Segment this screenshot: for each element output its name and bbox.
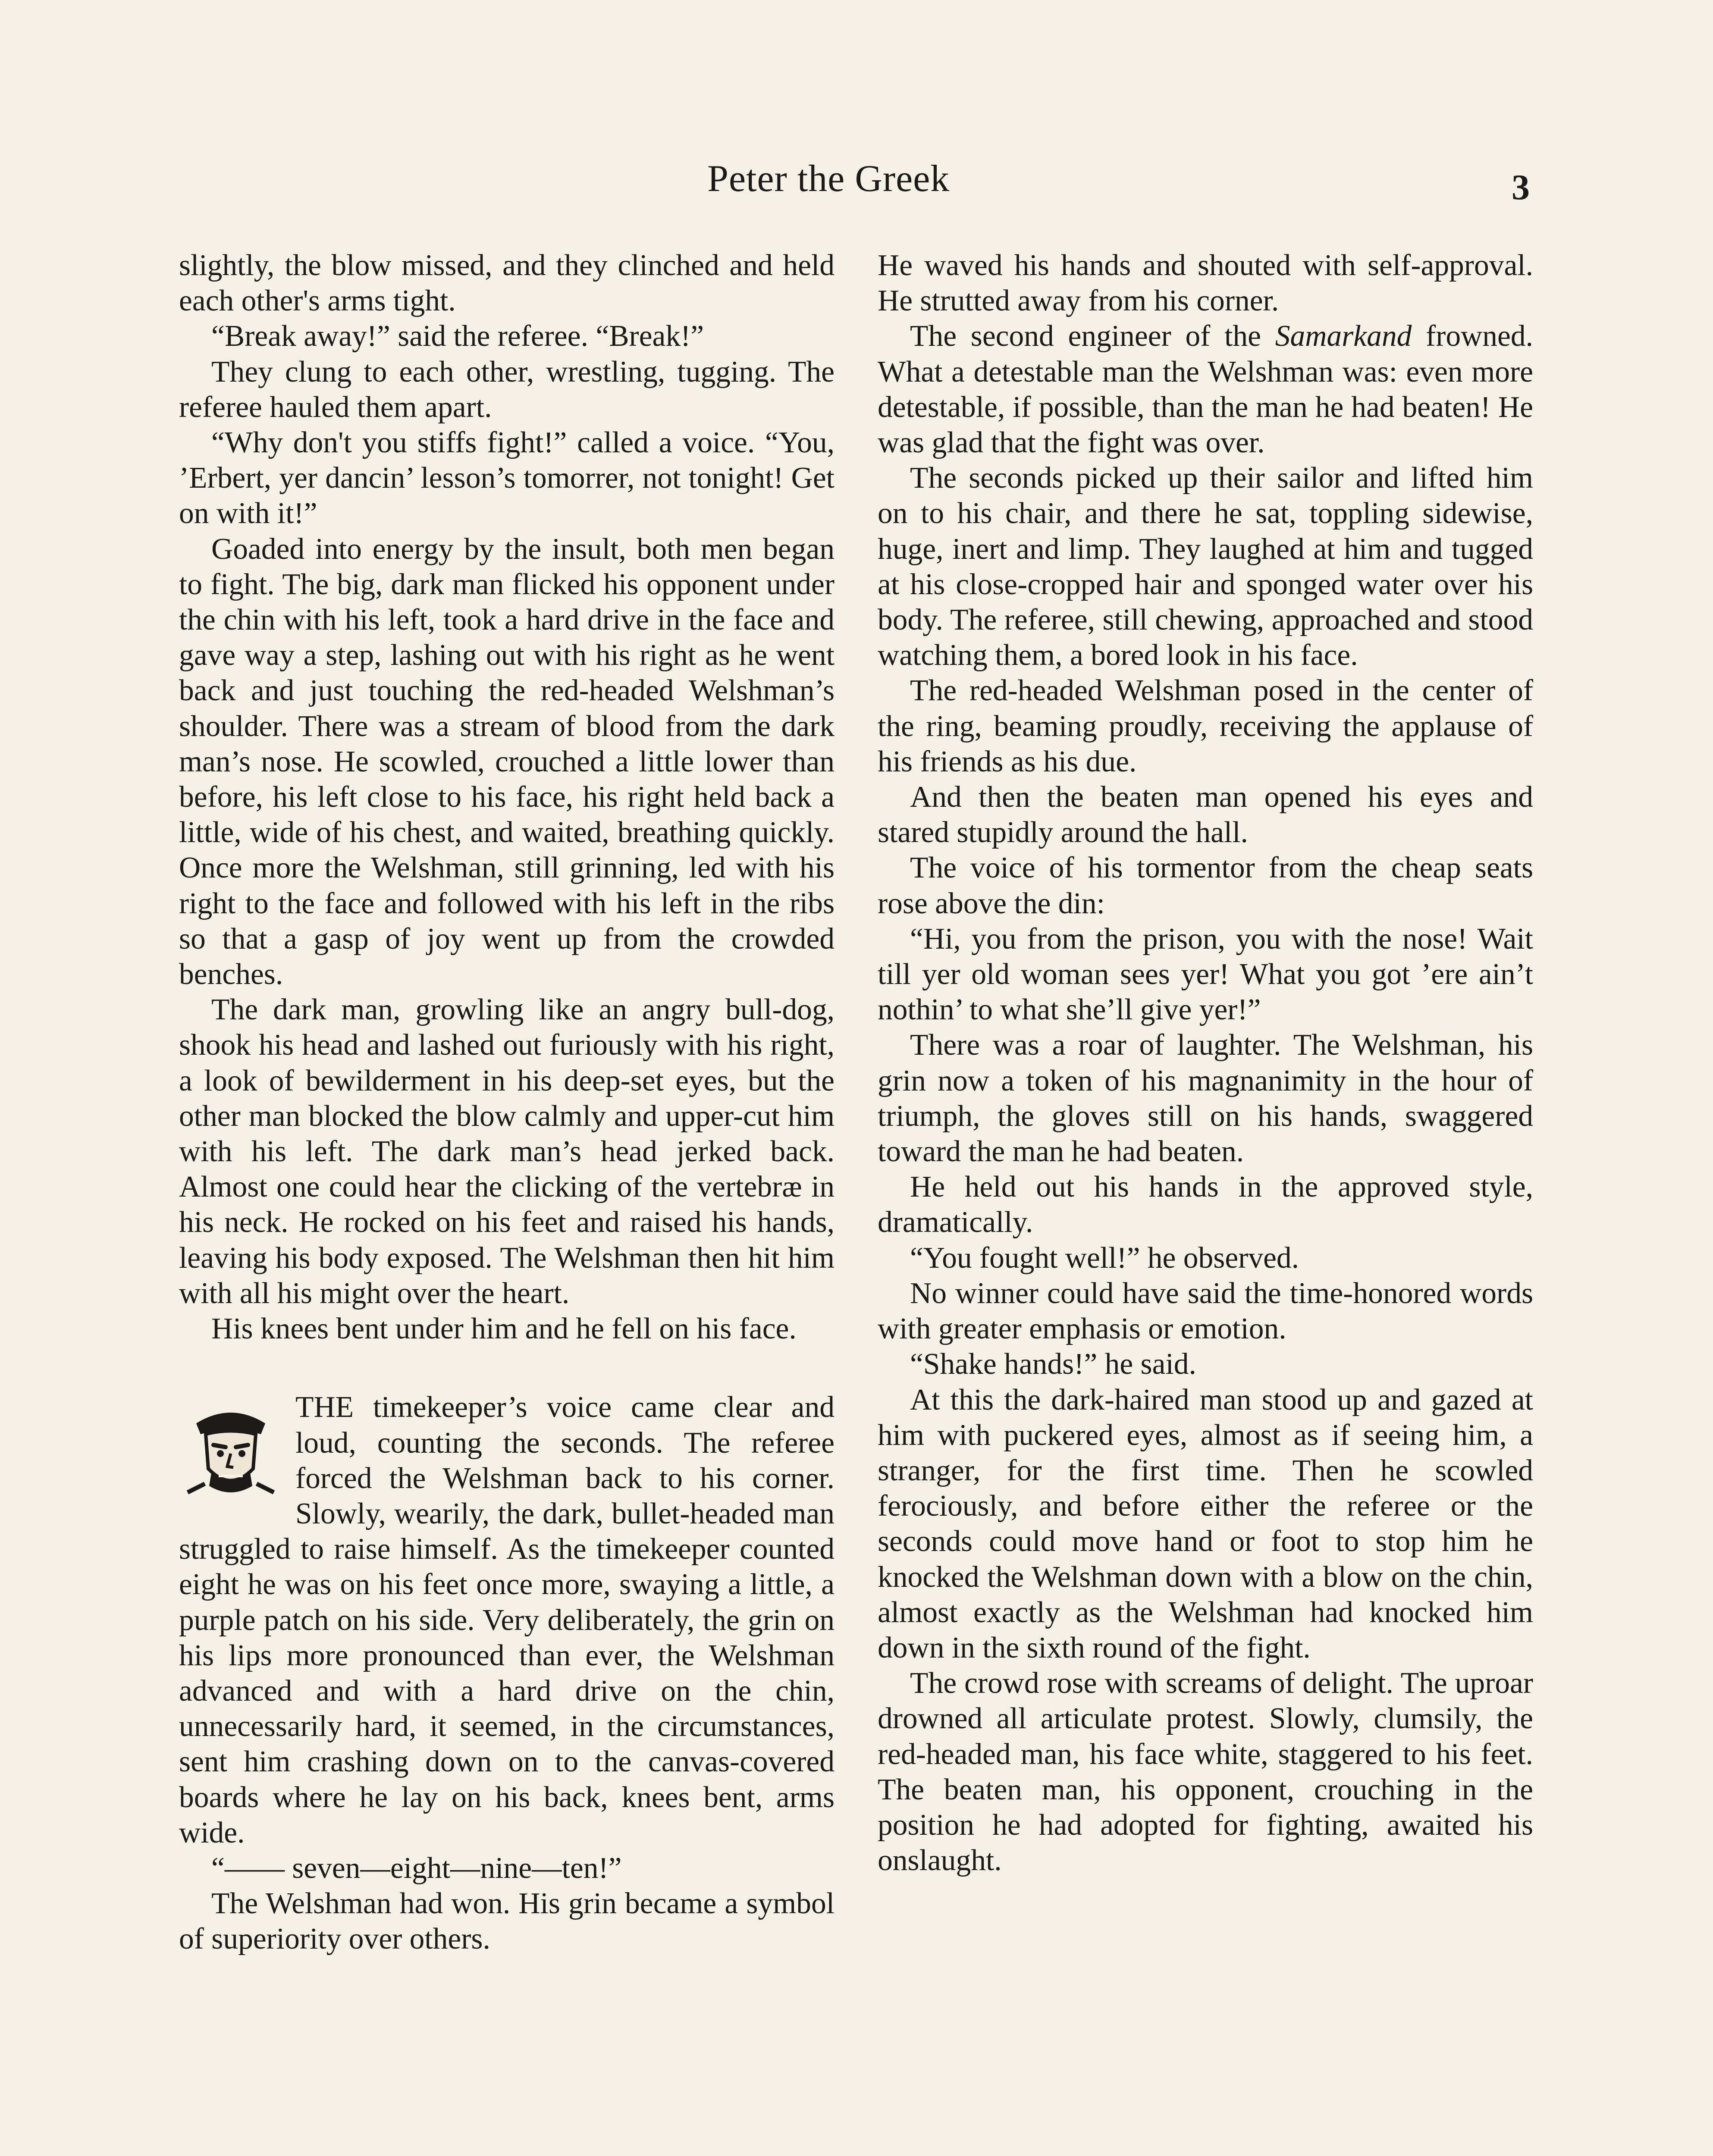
- ship-name: Samarkand: [1275, 320, 1412, 353]
- left-column: [179, 248, 835, 1957]
- paragraph: He waved his hands and shouted with self-approval. He strutted away from his corner.: [878, 249, 1533, 318]
- paragraph: slightly, the blow missed, and they clinched and held each other's arms tight.: [179, 249, 835, 318]
- paragraph-text: frowned. What a detestable man the Welshman was: even more detestable, if possible, than the man he had beaten! He was glad that the fight was over.: [878, 320, 1534, 460]
- paragraph: The Welshman had won. His grin became a symbol of superiority over others.: [179, 1887, 835, 1956]
- right-column: [878, 248, 1533, 1878]
- paragraph: “You fought well!” he observed.: [910, 1241, 1299, 1275]
- paragraph: His knees bent under him and he fell on his face.: [211, 1312, 797, 1346]
- paragraph: THE timekeeper’s voice came clear and loud, counting the seconds. The referee forced the Welshman back to his corner. Slowly, wearily, the dark, bullet-headed man struggled to raise himself. As the timekeeper counted eight he was on his feet once more, swaying a little, a purple patch on his side. Very deliberately, the grin on his lips more pronounced than ever, the Welshman advanced and with a hard drive on the chin, unnecessarily hard, it seemed, in the circumstances, sent him crashing down on to the canvas-covered boards where he lay on his back, knees bent, arms wide.: [179, 1391, 835, 1849]
- sailor-head-vignette-icon: [179, 1393, 282, 1501]
- paragraph: “Shake hands!” he said.: [910, 1348, 1196, 1381]
- paragraph: “Break away!” said the referee. “Break!”: [211, 320, 704, 353]
- paragraph-text: The second engineer of the: [910, 320, 1275, 353]
- paragraph: The red-headed Welshman posed in the center of the ring, beaming proudly, receiving the applause of his friends as his due.: [878, 674, 1533, 778]
- page-number: 3: [1512, 167, 1530, 207]
- paragraph: “—— seven—eight—nine—ten!”: [211, 1851, 622, 1885]
- paragraph: And then the beaten man opened his eyes and stared stupidly around the hall.: [878, 780, 1533, 849]
- page-header: [0, 153, 1713, 213]
- paragraph: No winner could have said the time-honored words with greater emphasis or emotion.: [878, 1276, 1533, 1346]
- paragraph: [878, 319, 1533, 461]
- paragraph: The dark man, growling like an angry bull-dog, shook his head and lashed out furiously with his right, a look of bewilderment in his deep-set eyes, but the other man blocked the blow calmly and upper-cut him with his left. The dark man’s head jerked back. Almost one could hear the clicking of the vertebræ in his neck. He rocked on his feet and raised his hands, leaving his body exposed. The Welshman then hit him with all his might over the heart.: [179, 993, 835, 1310]
- paragraph: He held out his hands in the approved style, dramatically.: [878, 1170, 1533, 1239]
- running-title: Peter the Greek: [707, 158, 950, 200]
- paragraph: “Hi, you from the prison, you with the nose! Wait till yer old woman sees yer! What you got ’ere ain’t nothin’ to what she’ll give yer!”: [878, 922, 1533, 1027]
- paragraph: They clung to each other, wrestling, tugging. The referee hauled them apart.: [179, 355, 835, 424]
- section-opening: [179, 1390, 835, 1851]
- paragraph: The seconds picked up their sailor and lifted him on to his chair, and there he sat, toppling sidewise, huge, inert and limp. They laughed at him and tugged at his close-cropped hair and sponged water over his body. The referee, still chewing, approached and stood watching them, a bored look in his face.: [878, 461, 1533, 672]
- paragraph: Goaded into energy by the insult, both men began to fight. The big, dark man flicked his opponent under the chin with his left, took a hard drive in the face and gave way a step, lashing out with his right as he went back and just touching the red-headed Welshman’s shoulder. There was a stream of blood from the dark man’s nose. He scowled, crouched a little lower than before, his left close to his face, his right held back a little, wide of his chest, and waited, breathing quickly. Once more the Welshman, still grinning, led with his right to the face and followed with his left in the ribs so that a gasp of joy went up from the crowded benches.: [179, 532, 835, 991]
- paragraph: “Why don't you stiffs fight!” called a voice. “You, ’Erbert, yer dancin’ lesson’s tomorrer, not tonight! Get on with it!”: [179, 426, 835, 530]
- paragraph: At this the dark-haired man stood up and gazed at him with puckered eyes, almost as if seeing him, a stranger, for the first time. Then he scowled ferociously, and before either the referee or the seconds could move hand or foot to stop him he knocked the Welshman down with a blow on the chin, almost exactly as the Welshman had knocked him down in the sixth round of the fight.: [878, 1383, 1533, 1664]
- paragraph: The voice of his tormentor from the cheap seats rose above the din:: [878, 851, 1533, 920]
- paragraph: There was a roar of laughter. The Welshman, his grin now a token of his magnanimity in the hour of triumph, the gloves still on his hands, swaggered toward the man he had beaten.: [878, 1028, 1533, 1169]
- paragraph: The crowd rose with screams of delight. The uproar drowned all articulate protest. Slowly, clumsily, the red-headed man, his face white, staggered to his feet. The beaten man, his opponent, crouching in the position he had adopted for fighting, awaited his onslaught.: [878, 1667, 1533, 1877]
